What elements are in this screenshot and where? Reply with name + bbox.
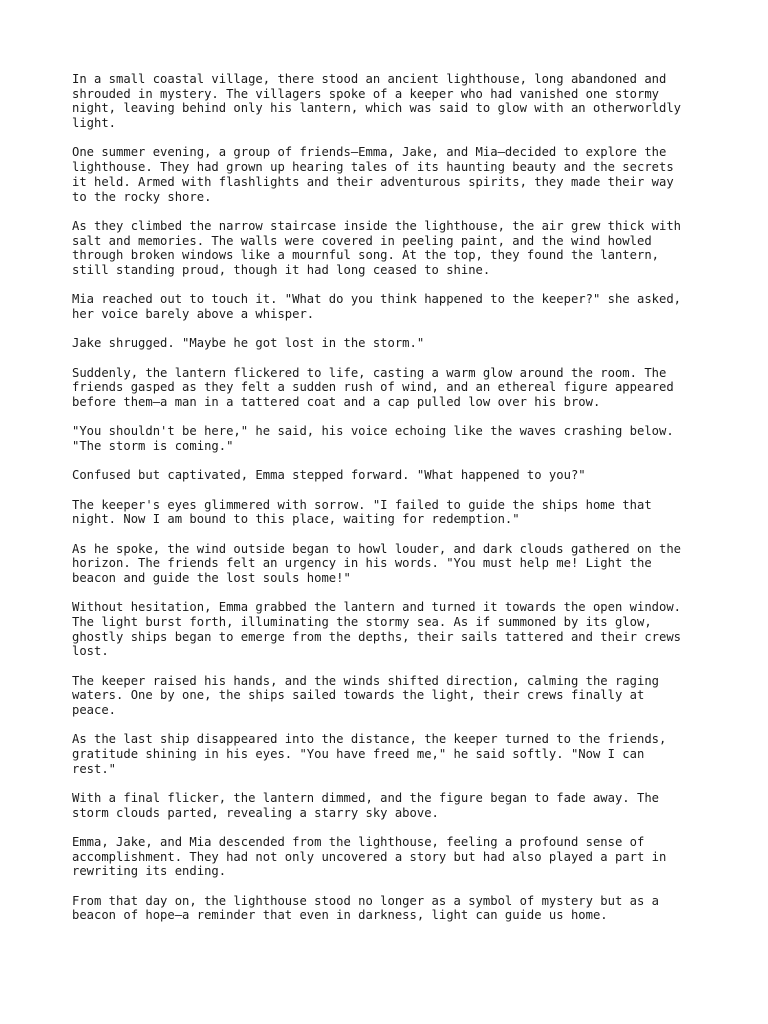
paragraph-5: Jake shrugged. "Maybe he got lost in the storm." (72, 336, 425, 351)
paragraph-3: As they climbed the narrow staircase inside the lighthouse, the air grew thick with salt and memories. The walls were covered in peeling paint, and the wind howled through broken windows like a mournful song. At the top, they found the lantern, still standing proud, though it had long ceased to shine. (72, 218, 682, 277)
paragraph-12: The keeper raised his hands, and the winds shifted direction, calming the raging waters. One by one, the ships sailed towards the light, their crews finally at peace. (72, 673, 659, 718)
paragraph-14: With a final flicker, the lantern dimmed, and the figure began to fade away. The storm clouds parted, revealing a starry sky above. (72, 791, 659, 820)
paragraph-2: One summer evening, a group of friends—Emma, Jake, and Mia—decided to explore the lighthouse. They had grown up hearing tales of its haunting beauty and the secrets it held. Armed with flashlights and their adventurous spirits, they made their way to the rocky shore. (72, 145, 674, 204)
document-page (72, 72, 702, 938)
paragraph-7: "You shouldn't be here," he said, his voice echoing like the waves crashing below. "The storm is coming." (72, 424, 674, 453)
paragraph-10: As he spoke, the wind outside began to howl louder, and dark clouds gathered on the horizon. The friends felt an urgency in his words. "You must help me! Light the beacon and guide the lost souls home!" (72, 541, 682, 585)
paragraph-6: Suddenly, the lantern flickered to life, casting a warm glow around the room. The friends gasped as they felt a sudden rush of wind, and an ethereal figure appeared before them—a man in a tattered coat and a cap pulled low over his brow. (72, 365, 674, 409)
paragraph-1: In a small coastal village, there stood an ancient lighthouse, long abandoned and shrouded in mystery. The villagers spoke of a keeper who had vanished one stormy night, leaving behind only his lantern, which was said to glow with an otherworldly light. (72, 72, 682, 131)
paragraph-8: Confused but captivated, Emma stepped forward. "What happened to you?" (72, 468, 586, 483)
paragraph-16: From that day on, the lighthouse stood no longer as a symbol of mystery but as a beacon of hope—a reminder that even in darkness, light can guide us home. (72, 893, 659, 923)
paragraph-13: As the last ship disappeared into the distance, the keeper turned to the friends, gratitude shining in his eyes. "You have freed me," he said softly. "Now I can rest." (72, 732, 667, 776)
paragraph-4: Mia reached out to touch it. "What do you think happened to the keeper?" she asked, her voice barely above a whisper. (72, 292, 682, 321)
paragraph-11: Without hesitation, Emma grabbed the lantern and turned it towards the open window. The light burst forth, illuminating the stormy sea. As if summoned by its glow, ghostly ships began to emerge from the depths, their sails tattered and their crews lost. (72, 600, 682, 659)
paragraph-15: Emma, Jake, and Mia descended from the lighthouse, feeling a profound sense of accomplishment. They had not only uncovered a story but had also played a part in rewriting its ending. (72, 835, 667, 879)
paragraph-9: The keeper's eyes glimmered with sorrow. "I failed to guide the ships home that night. Now I am bound to this place, waiting for redemption." (72, 497, 652, 527)
